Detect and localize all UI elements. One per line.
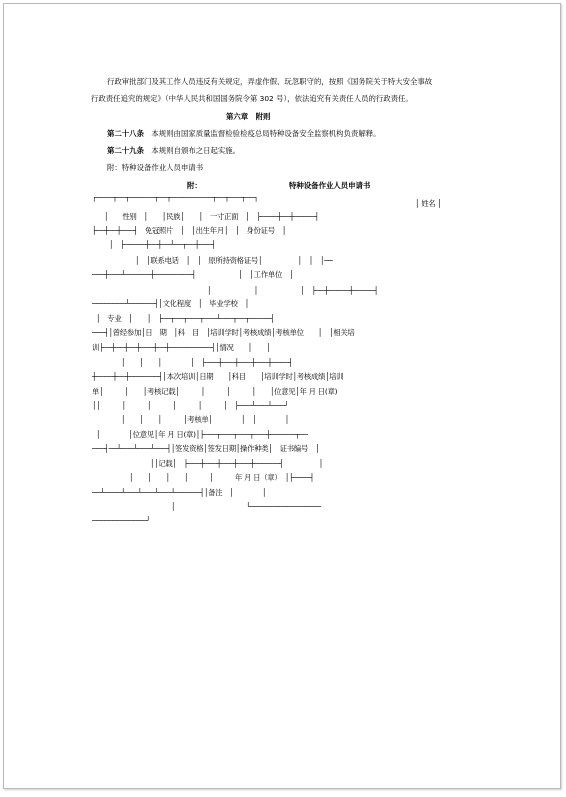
article-28 — [107, 129, 381, 139]
form-art-row: ┌────┬──┬──────┬──┬──────────┬──┬───┬──┐ — [92, 193, 258, 202]
form-art-row: │ └───────────────── — [171, 502, 321, 511]
form-art-row: ││记载│ ├───┼───┼───┼───┼──────┤ │ — [150, 459, 323, 468]
article-label: 第二十八条 — [107, 129, 144, 138]
form-art-row: ───┤│曾经参加│日 期 │科 目 │培训学时│考核成绩│考核单位 │ │相关培 — [92, 328, 355, 337]
form-art-row: ├──┼──┼───┤ 免冠照片 │ │出生年月│ │ 身份证号 │ — [92, 226, 287, 235]
form-art-row: ───┤──┴───┴───┴───┤│签发资格│签发日期│操作种类│ 证书编号 │ — [92, 444, 320, 453]
form-art-row: │ │ │ │考核单│ │ │ │ — [121, 415, 289, 424]
form-title-prefix: 附： — [187, 181, 202, 190]
article-label: 第二十九条 — [107, 146, 144, 155]
form-art-row: │ ├─────┼──┼──┴──┬──┼───┤ — [109, 240, 216, 249]
form-art-row: │ │ │ │ ├───┼───┼───┼───┼────┤ — [121, 358, 293, 367]
form-art-row: │ 性别 │ │民族│ │ 一寸正面 │ ├────┼──┼─────┤ — [104, 212, 319, 221]
form-art-row: │ │联系电话 │ │ 原所持资格证号│ │ │ │── — [135, 256, 333, 265]
form-art-row: │ 姓名 │ — [415, 199, 442, 208]
form-art-row: │ │位意见│年 月 日(章)│├───┬───┬───┬───┼──────┬── — [96, 430, 308, 439]
chapter-title: 第六章 附则 — [226, 112, 271, 121]
form-art-row: 训├──┼──┼──┼───┼──┼──────────┤│情况 │ │ — [92, 343, 271, 352]
form-art-row: 单│ │ │考核记载│ │ │ │ │位意见│年 月 日(章) — [92, 387, 338, 396]
form-title: 特种设备作业人员申请书 — [289, 181, 371, 190]
form-art-row: ──┴────┴───┴───┴───┴──────┤│备注 │ │ — [92, 488, 267, 497]
form-art-row: ─────────────┘ — [92, 516, 151, 525]
paragraph-line: 行政责任追究的规定》（中华人民共和国国务院令第 302 号），依法追究有关责任人员的行政责任。 — [91, 94, 413, 103]
form-art-row: ───┼───┴──────┼─────────┤ │ │工作单位 │ — [92, 270, 294, 279]
form-art-row: ┼────┼──┼───────┤│本次培训│日期 │科目 │培训学时│考核成绩│培训 — [92, 372, 344, 381]
form-art-row: ────────┴──────┤│文化程度 │ 毕业学校 │ — [92, 299, 249, 308]
article-text: 本规则由国家质量监督检验检疫总局特种设备安全监察机构负责解释。 — [151, 129, 381, 138]
form-art-row: ││ │ │ │ │ │ ├───┴───┴───┘ — [92, 401, 289, 410]
document-page — [3, 3, 561, 789]
form-art-row: │ │ │ ├──┼─────┼─────┤ — [207, 286, 379, 295]
article-text: 本规则自颁布之日起实施。 — [151, 146, 241, 155]
article-29 — [107, 146, 240, 156]
form-art-row: │ │ │ │ │ 年 月 日（章） │├────┤ — [129, 473, 314, 482]
attachment-note: 附：特种设备作业人员申请书 — [107, 163, 204, 172]
form-art-row: │ 专业 │ │ ├──┬──┬───┬───┴───┬──┬─────┤ — [96, 314, 275, 323]
paragraph-line: 行政审批部门及其工作人员违反有关规定，弄虚作假、玩忽职守的，按照《国务院关于特大安全事故 — [107, 77, 433, 86]
